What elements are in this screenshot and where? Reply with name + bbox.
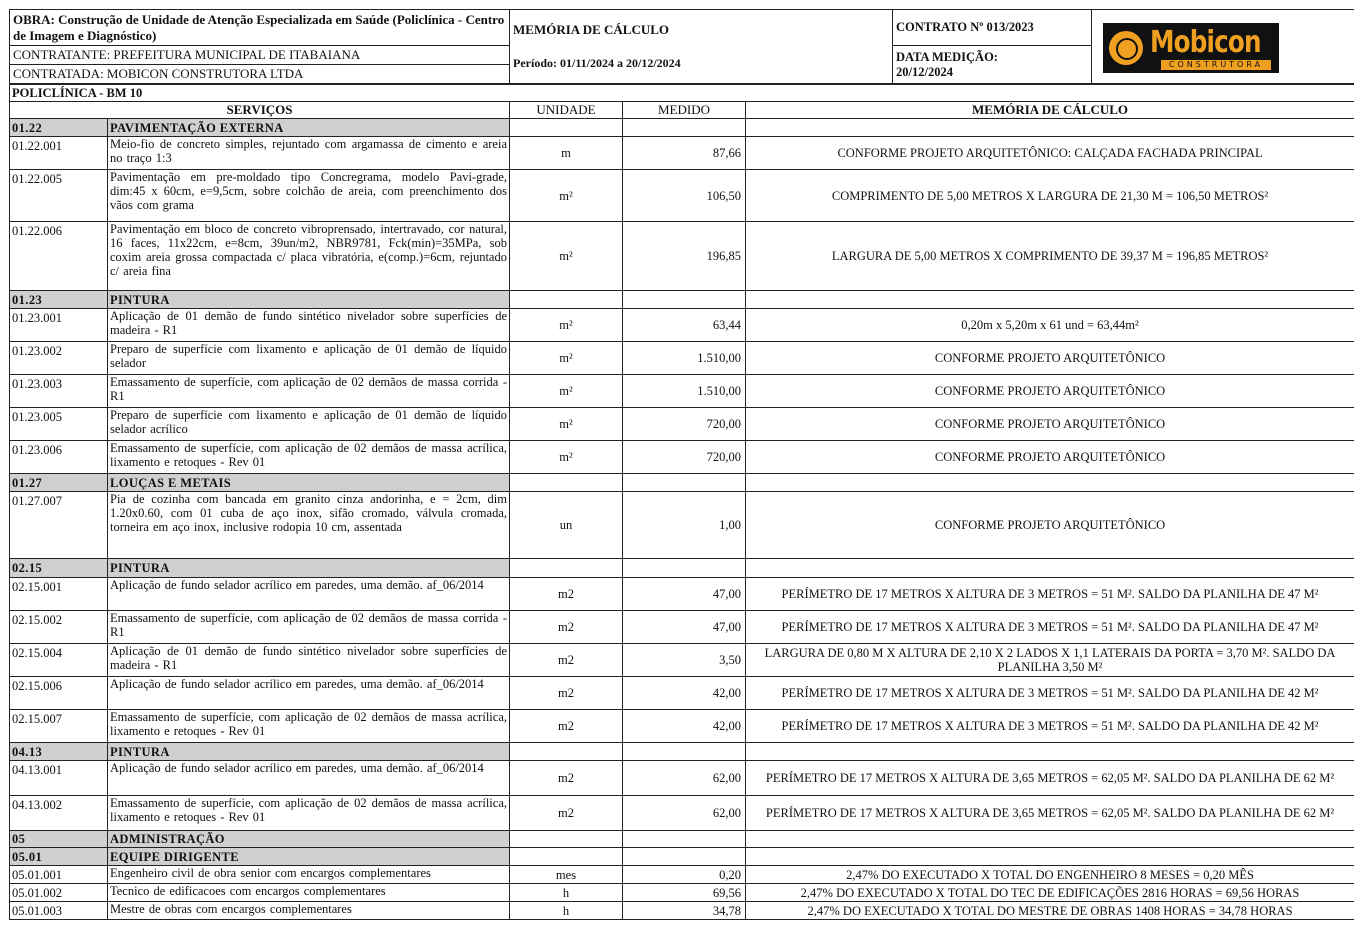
mobicon-logo xyxy=(1103,23,1279,73)
section-blank-medido xyxy=(623,474,746,492)
memoria-title: MEMÓRIA DE CÁLCULO xyxy=(513,22,670,37)
section-blank-medido xyxy=(623,559,746,578)
services-table xyxy=(9,84,1354,920)
section-blank-unit xyxy=(510,743,623,761)
item-measured: 0,20 xyxy=(623,866,746,884)
item-code: 01.23.006 xyxy=(10,441,108,474)
item-unit: m² xyxy=(510,222,623,291)
item-memo: 2,47% DO EXECUTADO X TOTAL DO MESTRE DE OBRAS 1408 HORAS = 34,78 HORAS xyxy=(746,902,1354,920)
item-code: 01.23.002 xyxy=(10,342,108,375)
item-code: 02.15.001 xyxy=(10,578,108,611)
contrato-number: CONTRATO Nº 013/2023 xyxy=(893,10,1092,46)
item-measured: 87,66 xyxy=(623,137,746,170)
section-title: ADMINISTRAÇÃO xyxy=(108,831,510,848)
item-memo: PERÍMETRO DE 17 METROS X ALTURA DE 3 METROS = 51 M². SALDO DA PLANILHA DE 47 M² xyxy=(746,611,1354,644)
item-code: 04.13.002 xyxy=(10,796,108,831)
item-code: 01.27.007 xyxy=(10,492,108,559)
table-row xyxy=(10,611,1354,644)
item-code: 02.15.002 xyxy=(10,611,108,644)
logo-subtitle: CONSTRUTORA xyxy=(1161,60,1271,70)
table-row xyxy=(10,644,1354,677)
item-code: 01.22.001 xyxy=(10,137,108,170)
item-memo: CONFORME PROJETO ARQUITETÔNICO xyxy=(746,375,1354,408)
item-code: 01.22.006 xyxy=(10,222,108,291)
section-blank-medido xyxy=(623,831,746,848)
header-table xyxy=(9,9,1354,84)
item-unit: m xyxy=(510,137,623,170)
item-memo: PERÍMETRO DE 17 METROS X ALTURA DE 3,65 METROS = 62,05 M². SALDO DA PLANILHA DE 62 M² xyxy=(746,796,1354,831)
section-blank-memo xyxy=(746,848,1354,866)
table-row xyxy=(10,309,1354,342)
col-medido: MEDIDO xyxy=(623,102,746,119)
item-measured: 3,50 xyxy=(623,644,746,677)
section-blank-memo xyxy=(746,743,1354,761)
section-code: 04.13 xyxy=(10,743,108,761)
item-measured: 106,50 xyxy=(623,170,746,222)
section-blank-unit xyxy=(510,848,623,866)
item-memo: CONFORME PROJETO ARQUITETÔNICO: CALÇADA FACHADA PRINCIPAL xyxy=(746,137,1354,170)
item-memo: LARGURA DE 5,00 METROS X COMPRIMENTO DE 39,37 M = 196,85 METROS² xyxy=(746,222,1354,291)
item-memo: PERÍMETRO DE 17 METROS X ALTURA DE 3 METROS = 51 M². SALDO DA PLANILHA DE 42 M² xyxy=(746,677,1354,710)
item-memo: CONFORME PROJETO ARQUITETÔNICO xyxy=(746,342,1354,375)
item-description: Preparo de superfície com lixamento e aplicação de 01 demão de líquido selador acrílico xyxy=(108,408,510,441)
data-medicao-label: DATA MEDIÇÃO: xyxy=(896,49,998,64)
item-code: 01.23.005 xyxy=(10,408,108,441)
contratada: CONTRATADA: MOBICON CONSTRUTORA LTDA xyxy=(10,65,510,84)
item-unit: m2 xyxy=(510,578,623,611)
section-title: PINTURA xyxy=(108,291,510,309)
section-code: 01.22 xyxy=(10,119,108,137)
section-row xyxy=(10,291,1354,309)
item-measured: 42,00 xyxy=(623,710,746,743)
item-code: 01.22.005 xyxy=(10,170,108,222)
item-description: Pia de cozinha com bancada em granito cinza andorinha, e = 2cm, dim 1.20x0.60, com 01 cuba de aço inox, sifão cromado, válvula cromada, torneira em aço inox, inclusive rodopia 10 cm, assentada xyxy=(108,492,510,559)
table-row xyxy=(10,796,1354,831)
item-unit: m² xyxy=(510,342,623,375)
table-row xyxy=(10,441,1354,474)
section-code: 05 xyxy=(10,831,108,848)
section-blank-medido xyxy=(623,743,746,761)
section-row xyxy=(10,474,1354,492)
section-title: PINTURA xyxy=(108,559,510,578)
item-code: 02.15.006 xyxy=(10,677,108,710)
item-description: Emassamento de superfície, com aplicação de 02 demãos de massa acrílica, lixamento e retoques - Rev 01 xyxy=(108,796,510,831)
section-blank-medido xyxy=(623,291,746,309)
item-description: Pavimentação em pre-moldado tipo Concregrama, modelo Pavi-grade, dim:45 x 60cm, e=9,5cm, sobre colchão de areia, com preenchimento dos vãos com grama xyxy=(108,170,510,222)
item-measured: 196,85 xyxy=(623,222,746,291)
item-measured: 63,44 xyxy=(623,309,746,342)
item-measured: 1.510,00 xyxy=(623,342,746,375)
section-title: PAVIMENTAÇÃO EXTERNA xyxy=(108,119,510,137)
item-memo: 2,47% DO EXECUTADO X TOTAL DO TEC DE EDIFICAÇÕES 2816 HORAS = 69,56 HORAS xyxy=(746,884,1354,902)
periodo: Período: 01/11/2024 a 20/12/2024 xyxy=(513,56,681,70)
section-blank-unit xyxy=(510,291,623,309)
item-measured: 47,00 xyxy=(623,611,746,644)
item-memo: LARGURA DE 0,80 M X ALTURA DE 2,10 X 2 LADOS X 1,1 LATERAIS DA PORTA = 3,70 M². SALDO DA PLANILHA 3,50 M² xyxy=(746,644,1354,677)
item-measured: 47,00 xyxy=(623,578,746,611)
item-measured: 1,00 xyxy=(623,492,746,559)
item-description: Tecnico de edificacoes com encargos complementares xyxy=(108,884,510,902)
item-description: Aplicação de 01 demão de fundo sintético nivelador sobre superfícies de madeira - R1 xyxy=(108,644,510,677)
section-row xyxy=(10,831,1354,848)
item-unit: m2 xyxy=(510,710,623,743)
company-logo xyxy=(1092,10,1354,84)
table-row xyxy=(10,408,1354,441)
item-unit: m² xyxy=(510,375,623,408)
item-measured: 720,00 xyxy=(623,441,746,474)
col-servicos: SERVIÇOS xyxy=(10,102,510,119)
logo-wordmark: Mobicon xyxy=(1150,25,1261,60)
section-blank-medido xyxy=(623,119,746,137)
section-code: 02.15 xyxy=(10,559,108,578)
item-description: Emassamento de superfície, com aplicação de 02 demãos de massa acrílica, lixamento e retoques - Rev 01 xyxy=(108,710,510,743)
table-row xyxy=(10,170,1354,222)
data-medicao-value: 20/12/2024 xyxy=(896,64,953,79)
item-unit: m² xyxy=(510,441,623,474)
measurement-sheet xyxy=(9,9,1354,920)
data-medicao xyxy=(893,46,1092,84)
item-memo: CONFORME PROJETO ARQUITETÔNICO xyxy=(746,492,1354,559)
section-blank-memo xyxy=(746,291,1354,309)
item-unit: m² xyxy=(510,170,623,222)
col-unidade: UNIDADE xyxy=(510,102,623,119)
section-blank-unit xyxy=(510,474,623,492)
item-description: Aplicação de fundo selador acrílico em paredes, uma demão. af_06/2014 xyxy=(108,677,510,710)
section-blank-memo xyxy=(746,474,1354,492)
item-code: 05.01.003 xyxy=(10,902,108,920)
item-measured: 34,78 xyxy=(623,902,746,920)
table-row xyxy=(10,902,1354,920)
table-row xyxy=(10,710,1354,743)
section-blank-memo xyxy=(746,119,1354,137)
item-description: Pavimentação em bloco de concreto vibroprensado, intertravado, cor natural, 16 faces, 11x22cm, e=8cm, 39un/m2, NBR9781, Fck(min)=35MPa, sob coxim areia grossa compactada c/ placa vibratória, e(comp.)=6cm, rejuntado c/ areia fina xyxy=(108,222,510,291)
section-blank-unit xyxy=(510,559,623,578)
section-code: 01.27 xyxy=(10,474,108,492)
item-memo: PERÍMETRO DE 17 METROS X ALTURA DE 3 METROS = 51 M². SALDO DA PLANILHA DE 47 M² xyxy=(746,578,1354,611)
section-code: 01.23 xyxy=(10,291,108,309)
item-code: 01.23.001 xyxy=(10,309,108,342)
section-title: PINTURA xyxy=(108,743,510,761)
item-unit: m² xyxy=(510,309,623,342)
item-measured: 62,00 xyxy=(623,761,746,796)
section-row xyxy=(10,848,1354,866)
item-unit: m2 xyxy=(510,796,623,831)
item-unit: m2 xyxy=(510,611,623,644)
memoria-heading xyxy=(510,10,893,84)
table-row xyxy=(10,342,1354,375)
item-memo: 0,20m x 5,20m x 61 und = 63,44m² xyxy=(746,309,1354,342)
section-row xyxy=(10,743,1354,761)
section-title: LOUÇAS E METAIS xyxy=(108,474,510,492)
item-code: 05.01.002 xyxy=(10,884,108,902)
table-row xyxy=(10,866,1354,884)
item-description: Emassamento de superfície, com aplicação de 02 demãos de massa corrida - R1 xyxy=(108,611,510,644)
item-memo: COMPRIMENTO DE 5,00 METROS X LARGURA DE 21,30 M = 106,50 METROS² xyxy=(746,170,1354,222)
section-code: 05.01 xyxy=(10,848,108,866)
item-measured: 42,00 xyxy=(623,677,746,710)
item-description: Aplicação de fundo selador acrílico em paredes, uma demão. af_06/2014 xyxy=(108,578,510,611)
section-blank-unit xyxy=(510,831,623,848)
item-memo: PERÍMETRO DE 17 METROS X ALTURA DE 3 METROS = 51 M². SALDO DA PLANILHA DE 42 M² xyxy=(746,710,1354,743)
table-row xyxy=(10,137,1354,170)
table-row xyxy=(10,761,1354,796)
table-row xyxy=(10,492,1354,559)
item-code: 05.01.001 xyxy=(10,866,108,884)
item-code: 02.15.004 xyxy=(10,644,108,677)
item-description: Mestre de obras com encargos complementares xyxy=(108,902,510,920)
item-description: Emassamento de superfície, com aplicação de 02 demãos de massa acrílica, lixamento e retoques - Rev 01 xyxy=(108,441,510,474)
contratante: CONTRATANTE: PREFEITURA MUNICIPAL DE ITABAIANA xyxy=(10,46,510,65)
col-memoria: MEMÓRIA DE CÁLCULO xyxy=(746,102,1354,119)
item-code: 04.13.001 xyxy=(10,761,108,796)
section-blank-memo xyxy=(746,559,1354,578)
section-blank-unit xyxy=(510,119,623,137)
item-unit: m2 xyxy=(510,677,623,710)
item-description: Preparo de superfície com lixamento e aplicação de 01 demão de líquido selador xyxy=(108,342,510,375)
item-unit: h xyxy=(510,884,623,902)
item-measured: 1.510,00 xyxy=(623,375,746,408)
item-memo: CONFORME PROJETO ARQUITETÔNICO xyxy=(746,441,1354,474)
item-code: 01.23.003 xyxy=(10,375,108,408)
item-description: Engenheiro civil de obra senior com encargos complementares xyxy=(108,866,510,884)
item-description: Emassamento de superfície, com aplicação de 02 demãos de massa corrida - R1 xyxy=(108,375,510,408)
section-blank-memo xyxy=(746,831,1354,848)
item-unit: h xyxy=(510,902,623,920)
item-measured: 720,00 xyxy=(623,408,746,441)
item-unit: m2 xyxy=(510,761,623,796)
item-measured: 69,56 xyxy=(623,884,746,902)
item-description: Aplicação de 01 demão de fundo sintético nivelador sobre superfícies de madeira - R1 xyxy=(108,309,510,342)
section-row xyxy=(10,119,1354,137)
item-description: Aplicação de fundo selador acrílico em paredes, uma demão. af_06/2014 xyxy=(108,761,510,796)
table-row xyxy=(10,375,1354,408)
item-unit: m² xyxy=(510,408,623,441)
item-memo: PERÍMETRO DE 17 METROS X ALTURA DE 3,65 METROS = 62,05 M². SALDO DA PLANILHA DE 62 M² xyxy=(746,761,1354,796)
item-measured: 62,00 xyxy=(623,796,746,831)
item-unit: mes xyxy=(510,866,623,884)
policlinica-label: POLICLÍNICA - BM 10 xyxy=(10,85,1354,102)
item-memo: CONFORME PROJETO ARQUITETÔNICO xyxy=(746,408,1354,441)
section-blank-medido xyxy=(623,848,746,866)
item-description: Meio-fio de concreto simples, rejuntado com argamassa de cimento e areia no traço 1:3 xyxy=(108,137,510,170)
table-row xyxy=(10,578,1354,611)
item-memo: 2,47% DO EXECUTADO X TOTAL DO ENGENHEIRO 8 MESES = 0,20 MÊS xyxy=(746,866,1354,884)
table-row xyxy=(10,884,1354,902)
item-code: 02.15.007 xyxy=(10,710,108,743)
item-unit: m2 xyxy=(510,644,623,677)
logo-emblem-icon xyxy=(1109,31,1143,65)
table-row xyxy=(10,677,1354,710)
obra-title: OBRA: Construção de Unidade de Atenção Especializada em Saúde (Policlínica - Centro de Imagem e Diagnóstico) xyxy=(10,10,510,46)
item-unit: un xyxy=(510,492,623,559)
section-title: EQUIPE DIRIGENTE xyxy=(108,848,510,866)
table-row xyxy=(10,222,1354,291)
section-row xyxy=(10,559,1354,578)
